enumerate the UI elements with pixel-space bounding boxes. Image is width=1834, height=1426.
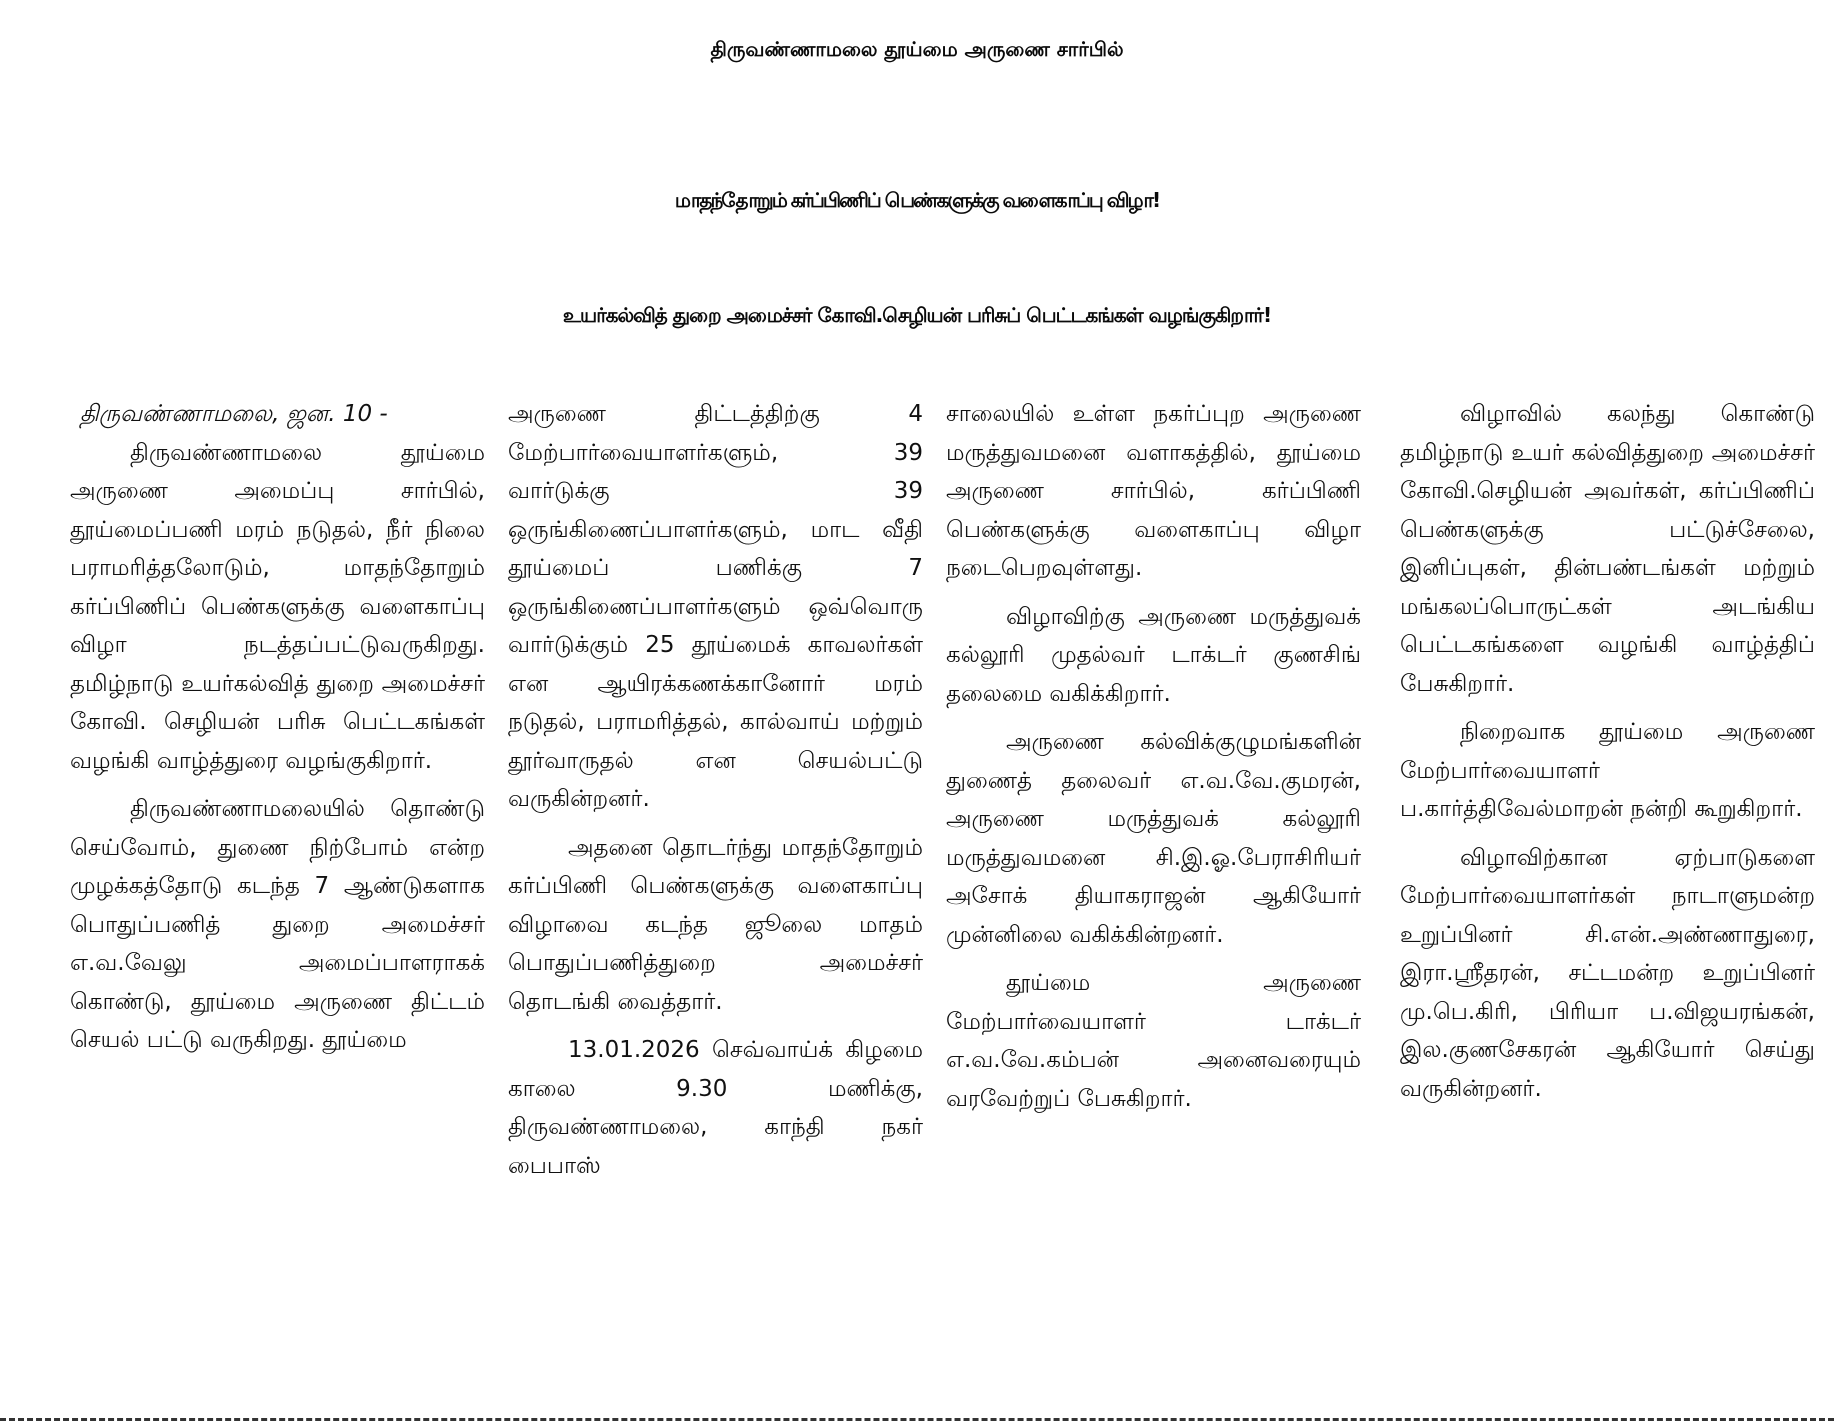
paragraph: அருணை திட்டத்திற்கு 4 மேற்பார்வையாளர்களும், 39 வார்டுக்கு 39 ஒருங்கிணைப்பாளர்களும், மாட வீதி தூய்மைப் பணிக்கு 7 ஒருங்கிணைப்பாளர்களும் ஒவ்வொரு வார்டுக்கும் 25 தூய்மைக் காவலர்கள் என ஆயிரக்கணக்கானோர் மரம் நடுதல், பராமரித்தல், கால்வாய் மற்றும் தூர்வாருதல் என செயல்பட்டு வருகின்றனர்.: [508, 401, 923, 812]
deck-headline: உயர்கல்வித் துறை அமைச்சர் கோவி.செழியன் பரிசுப் பெட்டகங்கள் வழங்குகிறார்!: [562, 303, 1272, 327]
paragraph: திருவண்ணாமலை தூய்மை அருணை அமைப்பு சார்பில், தூய்மைப்பணி மரம் நடுதல், நீர் நிலை பராமரித்தலோடும், மாதந்தோறும் கர்ப்பிணிப் பெண்களுக்கு வளைகாப்பு விழா நடத்தப்பட்டுவருகிறது. தமிழ்நாடு உயர்கல்வித் துறை அமைச்சர் கோவி. செழியன் பரிசு பெட்டகங்கள் வழங்கி வாழ்த்துரை வழங்குகிறார்.: [70, 439, 485, 774]
paragraph: விழாவில் கலந்து கொண்டு தமிழ்நாடு உயர் கல்வித்துறை அமைச்சர் கோவி.செழியன் அவர்கள், கர்ப்பிணிப் பெண்களுக்கு பட்டுச்சேலை, இனிப்புகள், தின்பண்டங்கள் மற்றும் மங்கலப்பொருட்கள் அடங்கிய பெட்டகங்களை வழங்கி வாழ்த்திப் பேசுகிறார்.: [1400, 401, 1815, 697]
paragraph: 13.01.2026 செவ்வாய்க் கிழமை காலை 9.30 மணிக்கு, திருவண்ணாமலை, காந்தி நகர் பைபாஸ்: [508, 1037, 923, 1179]
article-column-4: [1400, 395, 1815, 1395]
article-column-3: [946, 395, 1361, 1395]
article-body: [70, 395, 1830, 1395]
paragraph: விழாவிற்கு அருணை மருத்துவக் கல்லூரி முதல்வர் டாக்டர் குணசிங் தலைமை வகிக்கிறார்.: [946, 603, 1361, 707]
paragraph: அருணை கல்விக்குழுமங்களின் துணைத் தலைவர் எ.வ.வே.குமரன், அருணை மருத்துவக் கல்லூரி மருத்துவமனை சி.இ.ஓ.பேராசிரியர் அசோக் தியாகராஜன் ஆகியோர் முன்னிலை வகிக்கின்றனர்.: [946, 729, 1361, 948]
article-column-2: [508, 395, 923, 1395]
paragraph: நிறைவாக தூய்மை அருணை மேற்பார்வையாளர் ப.கார்த்திவேல்மாறன் நன்றி கூறுகிறார்.: [1400, 719, 1815, 822]
paragraph: திருவண்ணாமலையில் தொண்டு செய்வோம், துணை நிற்போம் என்ற முழக்கத்தோடு கடந்த 7 ஆண்டுகளாக பொதுப்பணித் துறை அமைச்சர் எ.வ.வேலு அமைப்பாளராகக் கொண்டு, தூய்மை அருணை திட்டம் செயல் பட்டு வருகிறது. தூய்மை: [70, 796, 485, 1053]
paragraph: தூய்மை அருணை மேற்பார்வையாளர் டாக்டர் எ.வ.வே.கம்பன் அனைவரையும் வரவேற்றுப் பேசுகிறார்.: [946, 970, 1361, 1112]
paragraph: சாலையில் உள்ள நகர்ப்புற அருணை மருத்துவமனை வளாகத்தில், தூய்மை அருணை சார்பில், கர்ப்பிணி பெண்களுக்கு வளைகாப்பு விழா நடைபெறவுள்ளது.: [946, 401, 1361, 581]
paragraph: விழாவிற்கான ஏற்பாடுகளை மேற்பார்வையாளர்கள் நாடாளுமன்ற உறுப்பினர் சி.என்.அண்ணாதுரை, இரா.ஸ்ரீதரன், சட்டமன்ற உறுப்பினர் மு.பெ.கிரி, பிரியா ப.விஜயரங்கன், இல.குணசேகரன் ஆகியோர் செய்து வருகின்றனர்.: [1400, 844, 1815, 1102]
dateline: திருவண்ணாமலை, ஜன. 10 -: [80, 401, 388, 427]
main-headline: மாதந்தோறும் கர்ப்பிணிப் பெண்களுக்கு வளைகாப்பு விழா!: [674, 188, 1160, 212]
paragraph: அதனை தொடர்ந்து மாதந்தோறும் கர்ப்பிணி பெண்களுக்கு வளைகாப்பு விழாவை கடந்த ஜூலை மாதம் பொதுப்பணித்துறை அமைச்சர் தொடங்கி வைத்தார்.: [508, 834, 923, 1015]
kicker-headline: திருவண்ணாமலை தூய்மை அருணை சார்பில்: [710, 37, 1124, 61]
bottom-dashed-rule: [0, 1418, 1834, 1421]
article-column-1: [70, 395, 485, 1395]
